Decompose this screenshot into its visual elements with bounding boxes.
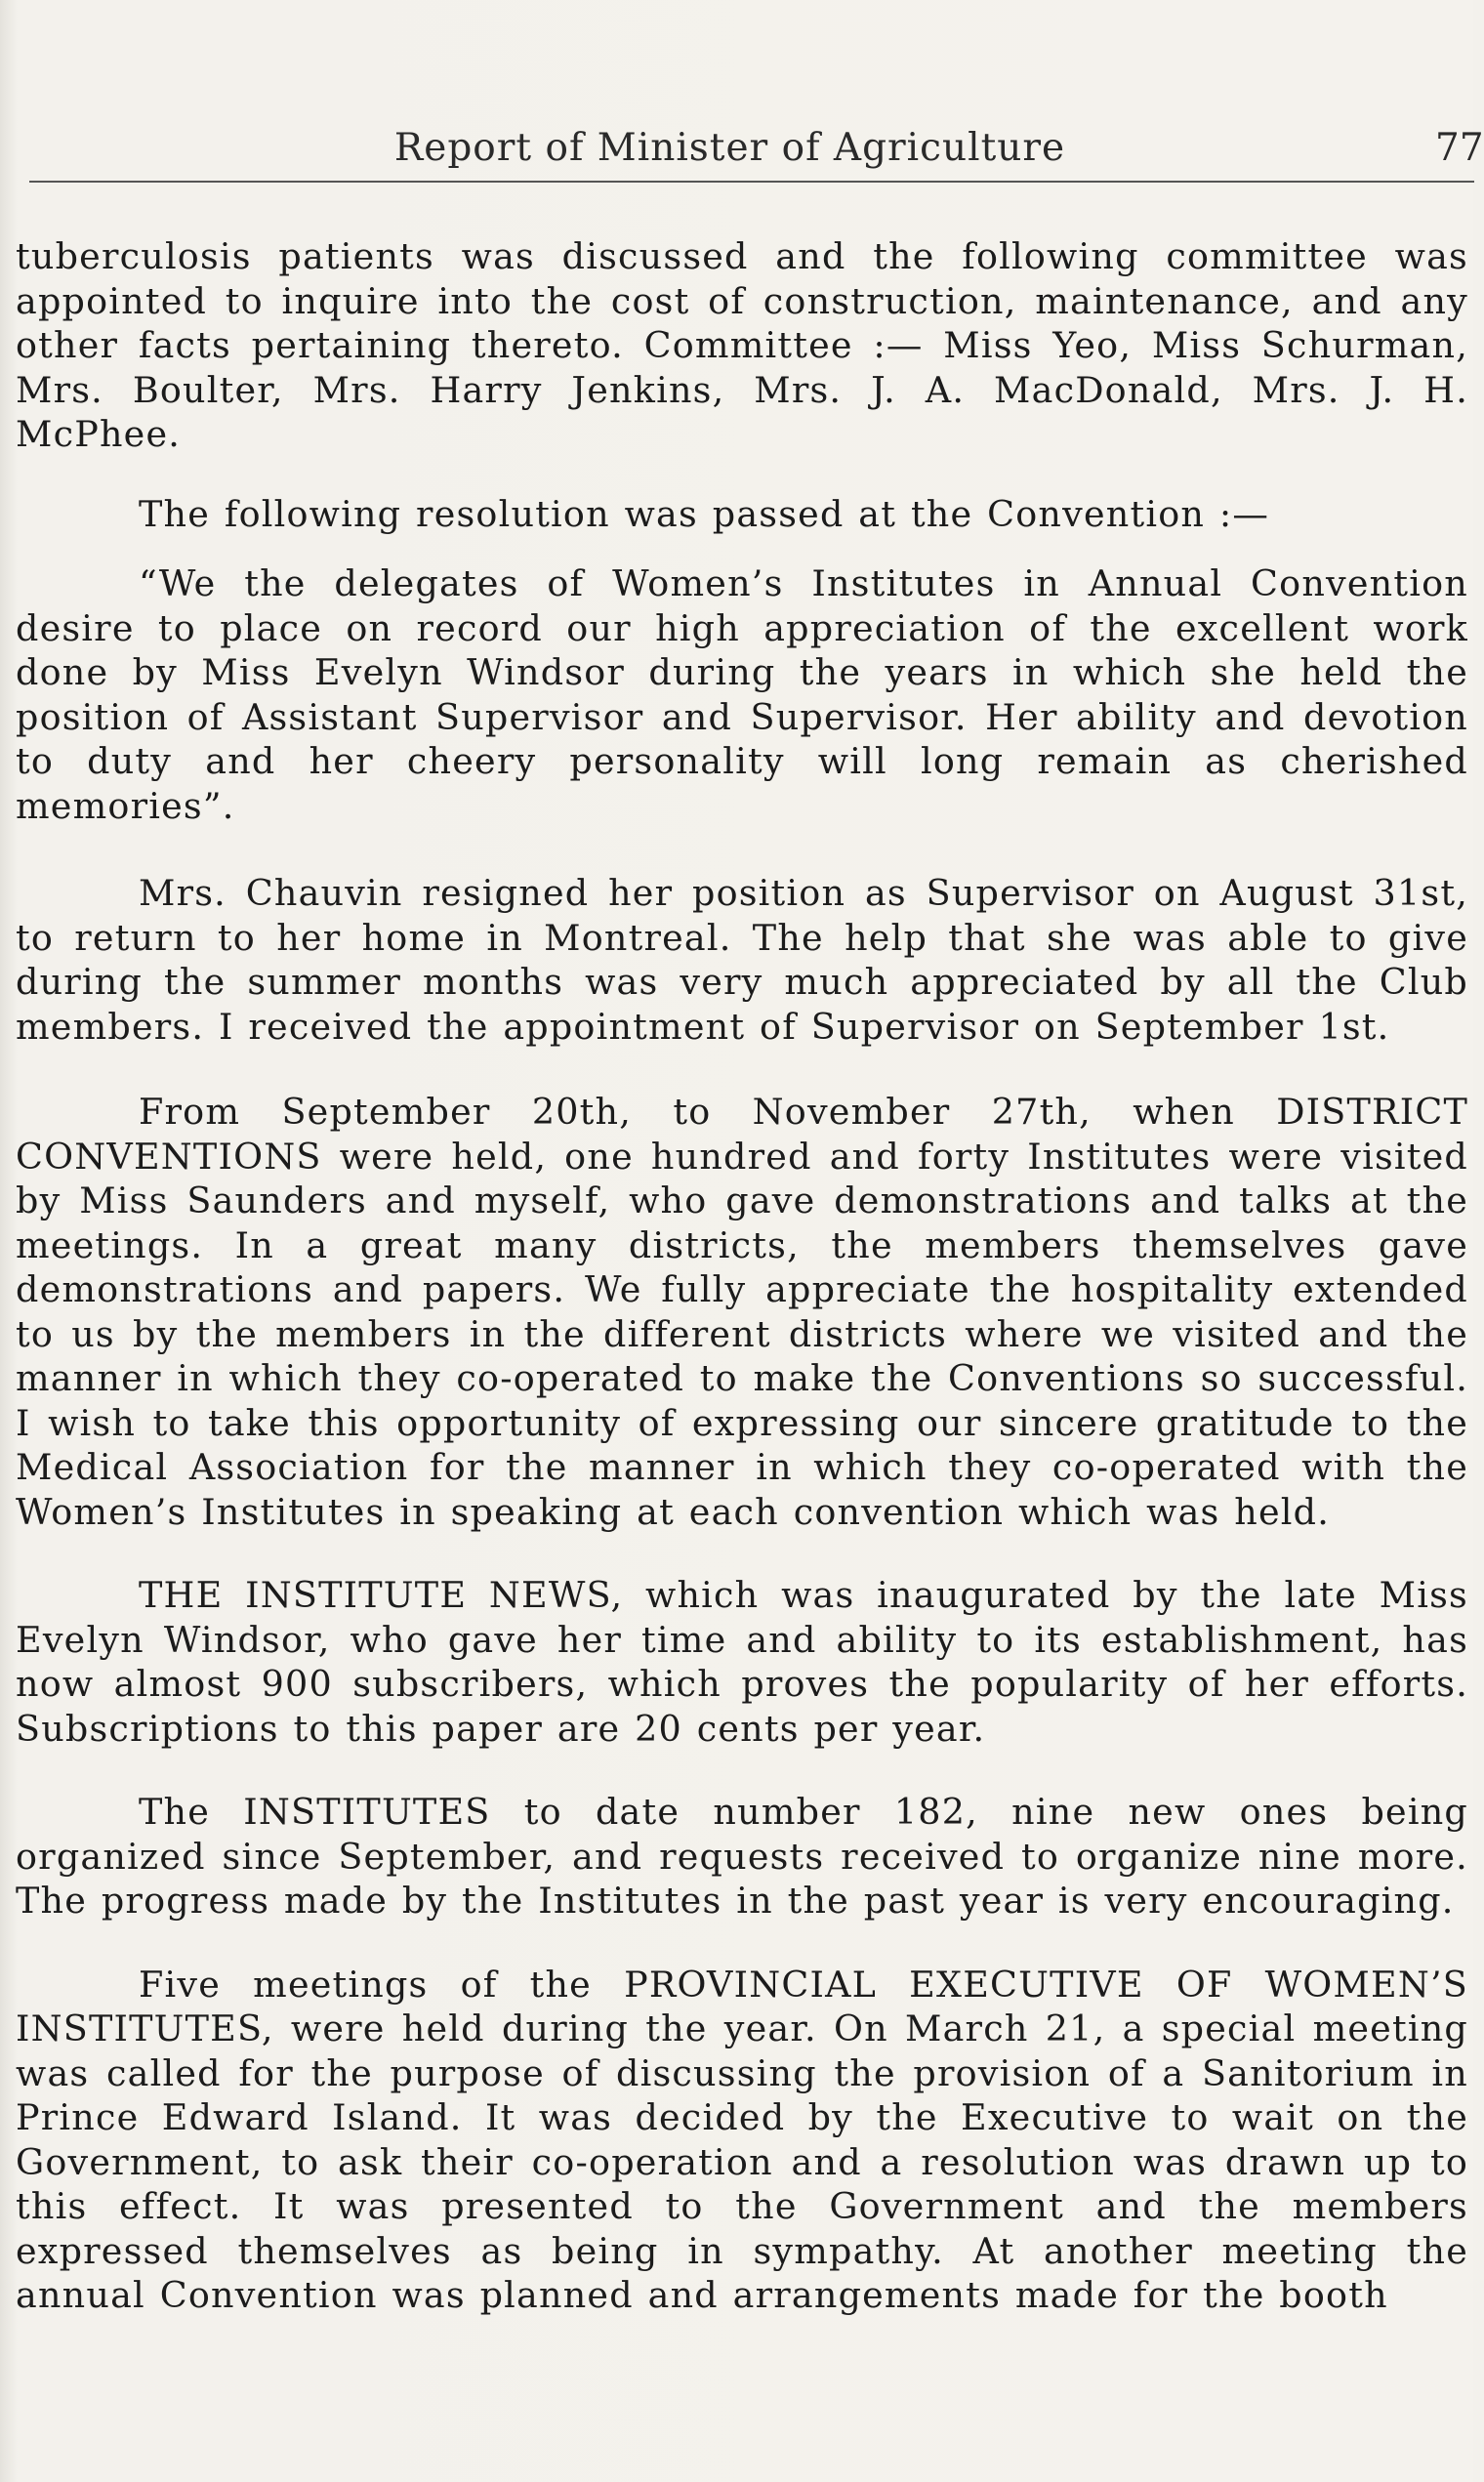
- page-header-title: Report of Minister of Agriculture: [393, 126, 1066, 170]
- paragraph-chauvin: Mrs. Chauvin resigned her position as Supervisor on August 31st, to return to her home in Montreal. The help that she was able to give during the summer months was very much appreciated by all the Club members. I received the appointment of Supervisor on September 1st.: [16, 872, 1468, 1048]
- running-head: [29, 122, 1484, 181]
- paragraph-resolution-intro: The following resolution was passed at the Convention :—: [139, 492, 1270, 535]
- paragraph-resolution-text: “We the delegates of Women’s Institutes in Annual Convention desire to place on record our high appreciation of the excellent work done by Miss Evelyn Windsor during the years in which she held the position of Assistant Supervisor and Supervisor. Her ability and devotion to duty and her cheery personality will long remain as cherished memories”.: [16, 562, 1468, 827]
- paragraph-committee: tuberculosis patients was discussed and the following committee was appointed to inquire into the cost of construction, maintenance, and any other facts pertaining thereto. Committee :— Miss Yeo, Miss Schurman, Mrs. Boulter, Mrs. Harry Jenkins, Mrs. J. A. MacDonald, Mrs. J. H. McPhee.: [16, 235, 1468, 455]
- body-text: [16, 234, 1468, 2359]
- paragraph-provincial-executive: Five meetings of the PROVINCIAL EXECUTIVE OF WOMEN’S INSTITUTES, were held during the year. On March 21, a special meeting was called for the purpose of discussing the provision of a Sanitorium in Prince Edward Island. It was decided by the Executive to wait on the Government, to ask their co-operation and a resolution was drawn up to this effect. It was presented to the Government and the members expressed themselves as being in sympathy. At another meeting the annual Convention was planned and arrangements made for the booth: [16, 1963, 1468, 2316]
- paragraph-institute-news: THE INSTITUTE NEWS, which was inaugurated by the late Miss Evelyn Windsor, who gave her time and ability to its establishment, has now almost 900 subscribers, which proves the popularity of her efforts. Subscriptions to this paper are 20 cents per year.: [16, 1574, 1468, 1750]
- paragraph-district-conventions: From September 20th, to November 27th, when DISTRICT CONVENTIONS were held, one hundred and forty Institutes were visited by Miss Saunders and myself, who gave demonstrations and talks at the meetings. In a great many districts, the members themselves gave demonstrations and papers. We fully appreciate the hospitality extended to us by the members in the different districts where we visited and the manner in which they co-operated to make the Conventions so successful. I wish to take this opportunity of expressing our sincere gratitude to the Medical Association for the manner in which they co-operated with the Women’s Institutes in speaking at each convention which was held.: [16, 1091, 1468, 1533]
- paragraph-institutes-count: The INSTITUTES to date number 182, nine new ones being organized since September, and requests received to organize nine more. The progress made by the Institutes in the past year is very encouraging.: [16, 1791, 1468, 1922]
- header-rule: [29, 181, 1474, 183]
- page-number: 77: [1435, 126, 1484, 170]
